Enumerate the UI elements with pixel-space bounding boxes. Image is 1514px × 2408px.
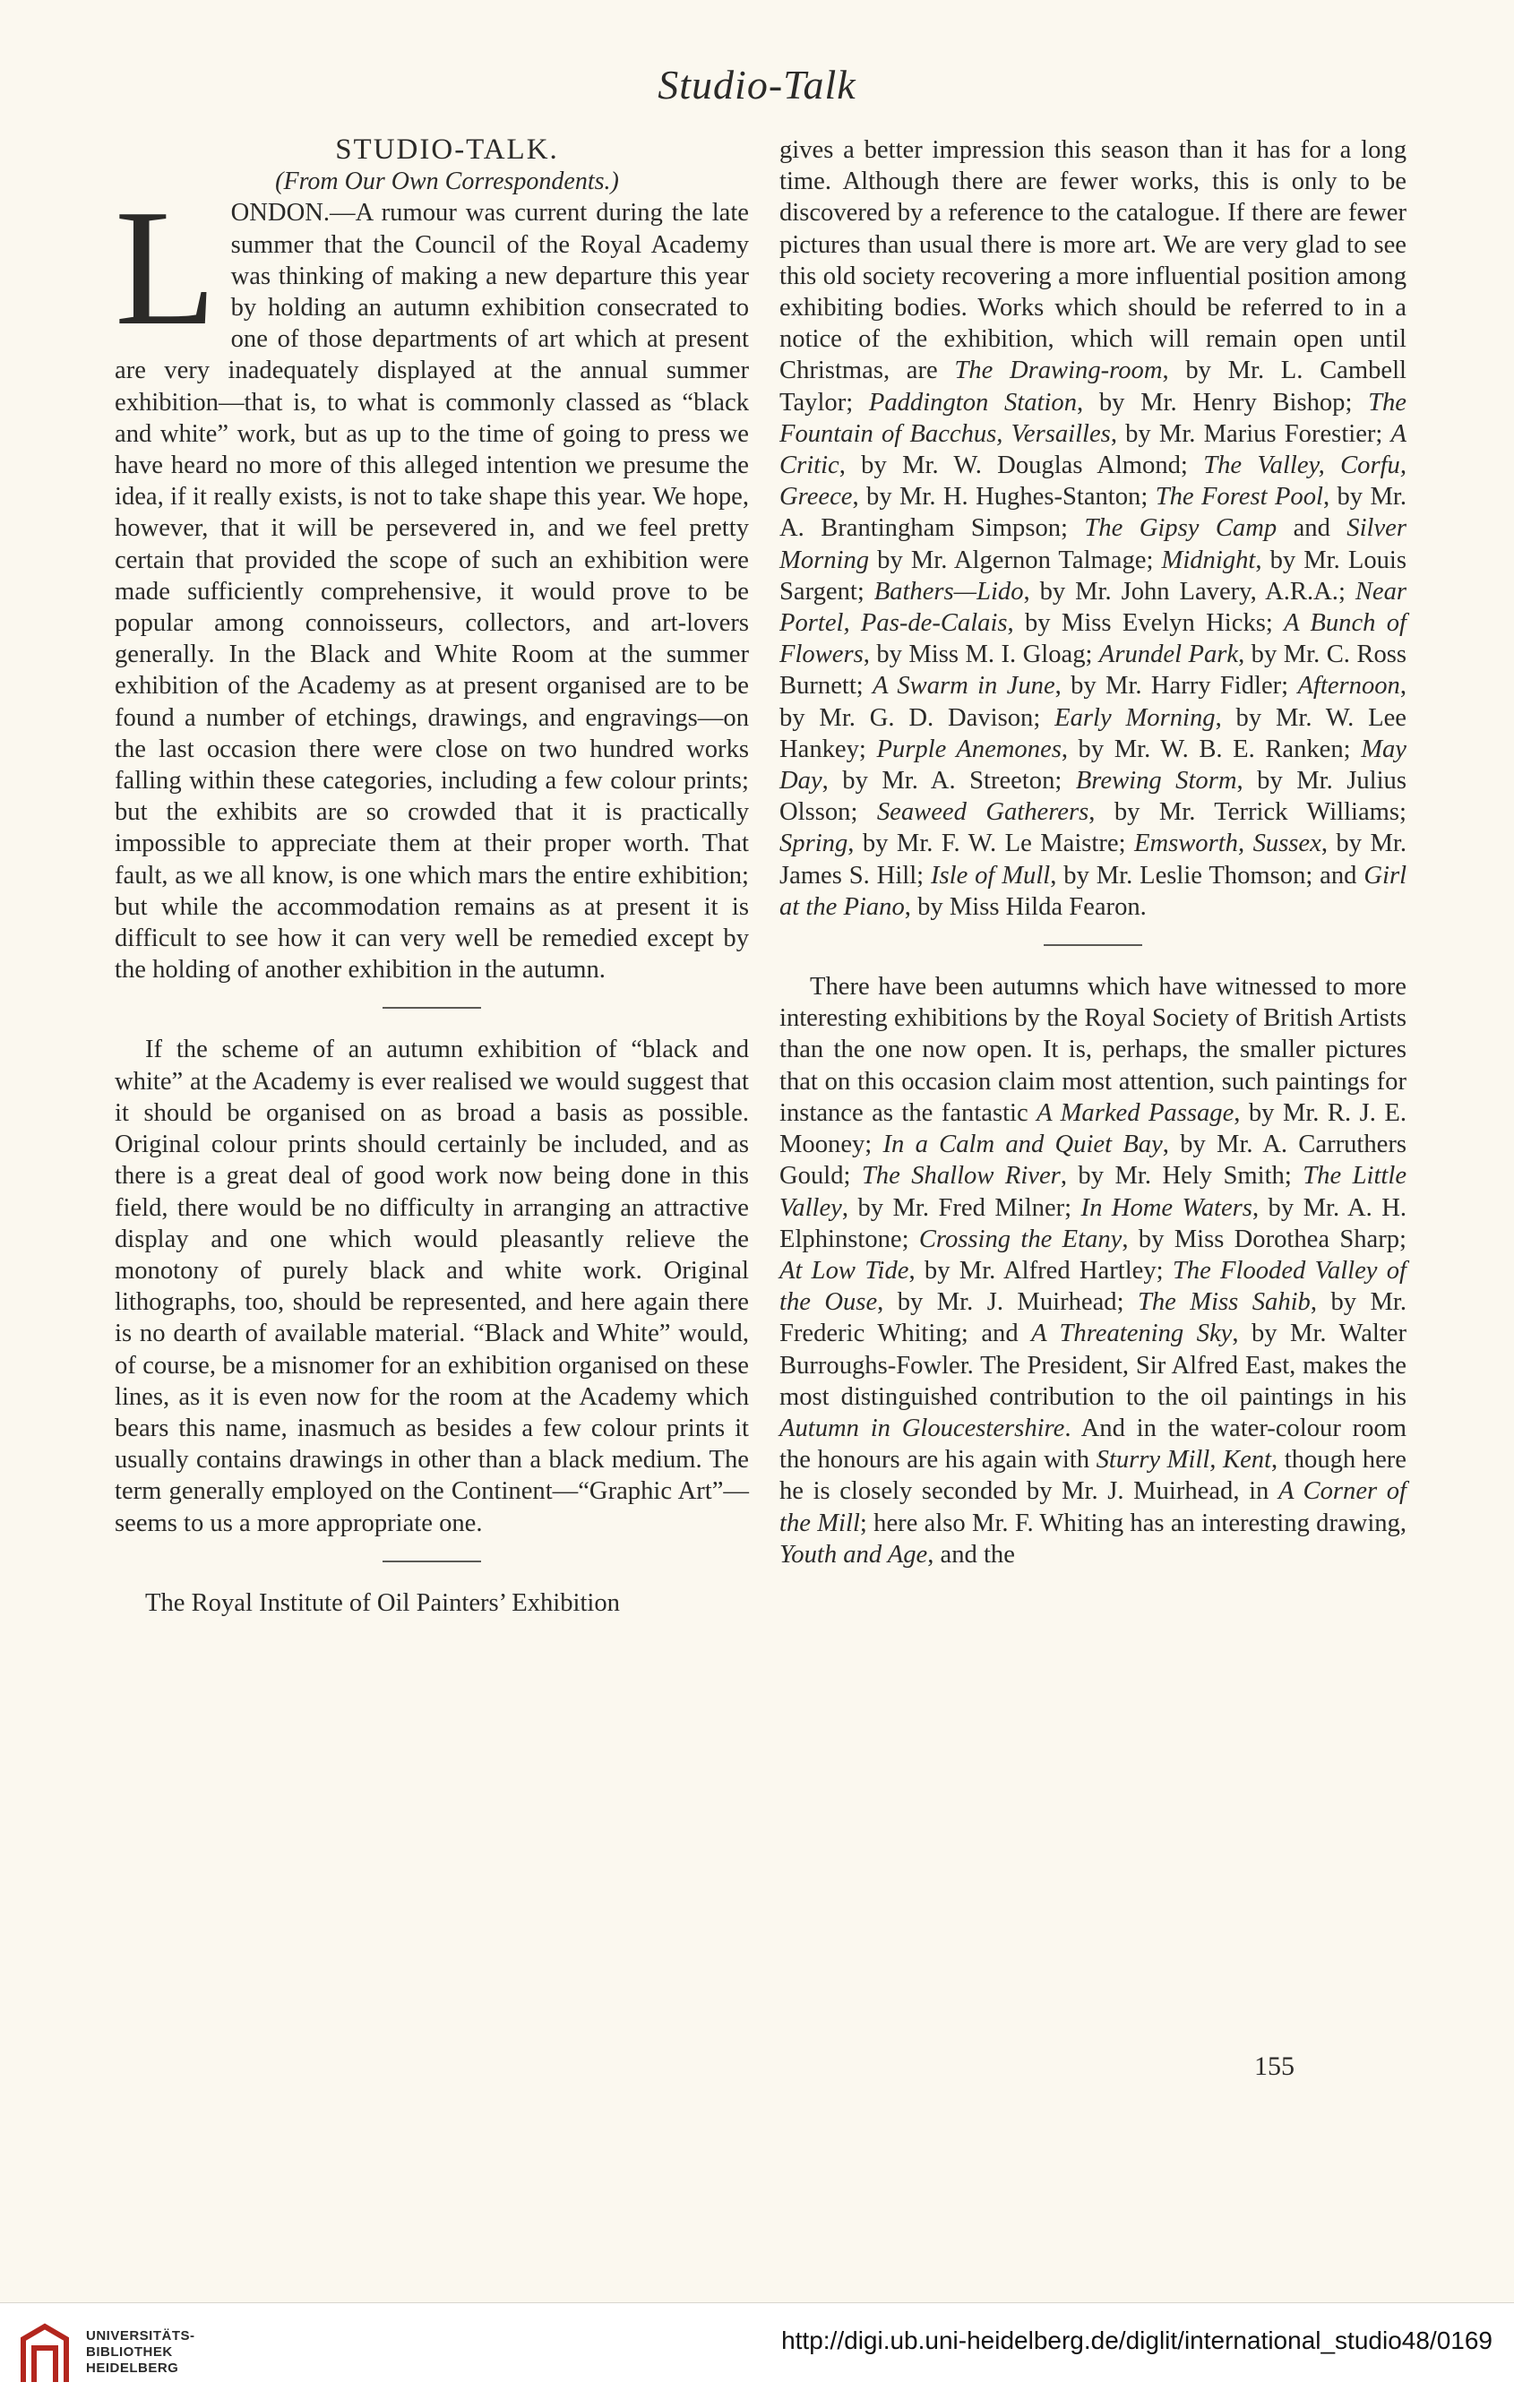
text-run: , by Mr. Alfred Hartley; [908, 1256, 1173, 1285]
text-run: , by Miss Dorothea Sharp; [1122, 1225, 1406, 1253]
institution-line: HEIDELBERG [86, 2361, 179, 2376]
text-run: , by Mr. Marius Forestier; [1110, 419, 1391, 448]
text-run: , by Mr. John Lavery, A.R.A.; [1023, 577, 1355, 606]
running-head: Studio-Talk [658, 62, 856, 108]
text-run: , by Mr. H. Hughes-Stanton; [852, 483, 1156, 512]
institution-name [86, 2328, 195, 2377]
text-run: , by Mr. F. W. Le Maistre; [847, 830, 1134, 858]
artwork-title: Near Portel, Pas-de-Calais [779, 577, 1406, 638]
text-run: by Mr. Algernon Talmage; [869, 546, 1162, 574]
artwork-title: Spring [779, 830, 848, 858]
paragraph-royal-institute: The Royal Institute of Oil Painters’ Exhibition [145, 1588, 620, 1617]
text-run: , by Mr. James S. Hill; [779, 830, 1406, 890]
artwork-title: Crossing the Etany [918, 1225, 1123, 1253]
text-run: gives a better impression this season than it has for a long time. Although there are fewer works, this is only to be discovered by a reference to the catalogue. If there are fewer pictures than usual there is more art. We are very glad to see this old society recovering a more influential position among exhibiting bodies. Works which should be referred to in a notice of the exhibition, which will remain open until Christmas, are [779, 136, 1406, 385]
text-run: , by Mr. Terrick Williams; [1088, 798, 1406, 827]
artwork-title: Girl at the Piano [779, 861, 1407, 921]
artwork-title: Sturry Mill, Kent [1096, 1446, 1272, 1475]
text-run: , by Mr. J. Muirhead; [877, 1288, 1138, 1317]
text-run: There have been autumns which have witnessed to more interesting exhibitions by the Royal Society of British Artists than the one now open. It is, perhaps, the smaller pictures that on this occasion claim most attention, such paintings for instance as the fantastic [779, 973, 1406, 1127]
artwork-title: Brewing Storm [1075, 767, 1237, 796]
text-run: , by Miss Hilda Fearon. [904, 892, 1147, 921]
left-column [115, 134, 749, 1619]
text-run: , by Mr. Julius Olsson; [779, 767, 1406, 827]
section-divider [1044, 944, 1142, 946]
text-run: , by Mr. Walter Burroughs-Fowler. The President, Sir Alfred East, makes the most distinguished contribution to the oil paintings in his [779, 1320, 1406, 1411]
paragraph-oil-painters-works [779, 134, 1406, 923]
artwork-title: The Gipsy Camp [1084, 514, 1277, 543]
text-run: , by Mr. R. J. E. Mooney; [779, 1098, 1406, 1159]
artwork-title: The Drawing-room [954, 357, 1163, 385]
artwork-title: Early Morning [1054, 703, 1216, 732]
artwork-title: At Low Tide [779, 1256, 909, 1285]
text-run: , by Mr. C. Ross Burnett; [779, 641, 1407, 701]
artwork-title: Isle of Mull [930, 861, 1051, 890]
text-run: , by Mr. A. Brantingham Simpson; [779, 483, 1406, 543]
artwork-title: A Threatening Sky [1031, 1320, 1233, 1348]
section-divider [383, 1007, 481, 1009]
artwork-title: A Bunch of Flowers [779, 609, 1406, 669]
paragraph-british-artists [779, 971, 1406, 1570]
artwork-title: The Shallow River [861, 1162, 1061, 1191]
artwork-title: A Corner of the Mill [779, 1477, 1406, 1537]
artwork-title: Midnight [1161, 546, 1256, 574]
text-run: , by Miss Evelyn Hicks; [1007, 609, 1285, 638]
artwork-title: The Forest Pool [1155, 483, 1323, 512]
artwork-title: The Valley, Corfu, Greece [779, 452, 1406, 512]
text-run: , by Mr. W. Lee Hankey; [779, 703, 1406, 763]
text-run: , and the [927, 1540, 1015, 1569]
artwork-title: Paddington Station [868, 388, 1077, 417]
university-library-logo-icon [16, 2321, 73, 2389]
artwork-title: Afternoon [1297, 672, 1400, 701]
text-run: and [1277, 514, 1347, 543]
artwork-title: Bathers—Lido [873, 577, 1024, 606]
artwork-title: In Home Waters [1080, 1193, 1252, 1222]
text-run: , by Miss M. I. Gloag; [863, 641, 1099, 669]
artwork-title: The Miss Sahib [1137, 1288, 1311, 1317]
text-run: , by Mr. A. Streeton; [822, 767, 1076, 796]
text-run: , by Mr. A. Carruthers Gould; [779, 1131, 1406, 1191]
text-run: , by Mr. Leslie Thomson; and [1050, 861, 1364, 890]
artwork-title: Emsworth, Sussex [1133, 830, 1321, 858]
institution-line: BIBLIOTHEK [86, 2344, 173, 2360]
paragraph-autumn-scheme: If the scheme of an autumn exhibition of “black and white” at the Academy is ever realised we would suggest that it should be organised on as broad a basis as possible. Original colour prints should certainly be included, and as there is a great deal of good work now being done in this field, there would be no difficulty in arranging an attractive display and one which would pleasantly relieve the monotony of purely black and white work. Original lithographs, too, should be represented, and here again there is no dearth of available material. “Black and White” would, of course, be a misnomer for an exhibition organised on these lines, as it is even now for the room at the Academy which bears this name, inasmuch as besides a few colour prints it usually contains drawings in other than a black medium. The term generally employed on the Continent—“Graphic Art”—seems to us a more appropriate one. [115, 1036, 749, 1537]
artwork-title: Seaweed Gatherers [876, 798, 1089, 827]
text-run: , by Mr. Louis Sargent; [779, 546, 1406, 606]
text-run: , by Mr. Harry Fidler; [1054, 672, 1298, 701]
artwork-title: The Flooded Valley of the Ouse [779, 1256, 1406, 1317]
artwork-title: A Swarm in June [873, 672, 1055, 701]
artwork-title: In a Calm and Quiet Bay [882, 1131, 1163, 1159]
artwork-title: Silver Morning [779, 514, 1406, 574]
source-url-link[interactable]: http://digi.ub.uni-heidelberg.de/diglit/international_studio48/0169 [781, 2326, 1492, 2354]
institution-line: UNIVERSITÄTS- [86, 2328, 195, 2344]
text-run: ; here also Mr. F. Whiting has an interesting drawing, [859, 1509, 1407, 1537]
text-run: , by Mr. L. Cambell Taylor; [779, 357, 1406, 417]
text-run: . And in the water-colour room the honours are his again with [779, 1414, 1406, 1475]
text-run: , by Mr. W. Douglas Almond; [839, 452, 1204, 480]
article-heading: STUDIO-TALK. [335, 133, 559, 166]
paragraph-london-text: ONDON.—A rumour was current during the late summer that the Council of the Royal Academy was thinking of making a new departure this year by holding an autumn exhibition consecrated to one of those departments of art which at present are very inadequately displayed at the annual summer exhibition—that is, to what is commonly classed as “black and white” work, but as up to the time of going to press we have heard no more of this alleged intention we presume the idea, if it really exists, is not to take shape this year. We hope, however, that it will be persevered in, and we feel pretty certain that provided the scope of such an exhibition were made sufficiently comprehensive, it would prove to be popular among connoisseurs, collectors, and art-lovers generally. In the Black and White Room at the summer exhibition of the Academy as at present organised are to be found a number of etchings, drawings, and engravings—on the last occasion there were close on two hundred works falling within these categories, including a few colour prints; but the exhibits are so crowded that it is practically impossible to appreciate them at their proper worth. That fault, as we all know, is one which mars the entire exhibition; but while the accommodation remains as at present it is difficult to see how it can very well be remedied except by the holding of another exhibition in the autumn. [115, 199, 749, 985]
digitization-footer [0, 2302, 1514, 2408]
right-column [779, 134, 1406, 1570]
text-run: , by Mr. Hely Smith; [1060, 1162, 1303, 1191]
article-subheading: (From Our Own Correspondents.) [275, 168, 619, 196]
artwork-title: A Critic [779, 419, 1407, 480]
section-divider [383, 1561, 481, 1562]
text-run: , though here he is closely seconded by Mr. J. Muirhead, in [779, 1446, 1406, 1506]
text-run: , by Mr. W. B. E. Ranken; [1061, 735, 1362, 763]
drop-cap: L [115, 176, 217, 361]
artwork-title: Youth and Age [779, 1540, 928, 1569]
text-run: , by Mr. Frederic Whiting; and [779, 1288, 1406, 1348]
text-run: , by Mr. G. D. Davison; [779, 672, 1406, 732]
artwork-title: Arundel Park [1098, 641, 1239, 669]
artwork-title: May Day [779, 735, 1406, 796]
artwork-title: A Marked Passage [1037, 1098, 1234, 1127]
page-number: 155 [1254, 2051, 1295, 2081]
artwork-title: The Little Valley [779, 1162, 1407, 1222]
artwork-title: Autumn in Gloucestershire [779, 1414, 1065, 1442]
text-run: , by Mr. Fred Milner; [841, 1193, 1081, 1222]
artwork-title: The Fountain of Bacchus, Versailles [779, 388, 1406, 448]
text-run: , by Mr. Henry Bishop; [1077, 388, 1369, 417]
artwork-title: Purple Anemones [876, 735, 1062, 763]
text-run: , by Mr. A. H. Elphinstone; [779, 1193, 1406, 1253]
